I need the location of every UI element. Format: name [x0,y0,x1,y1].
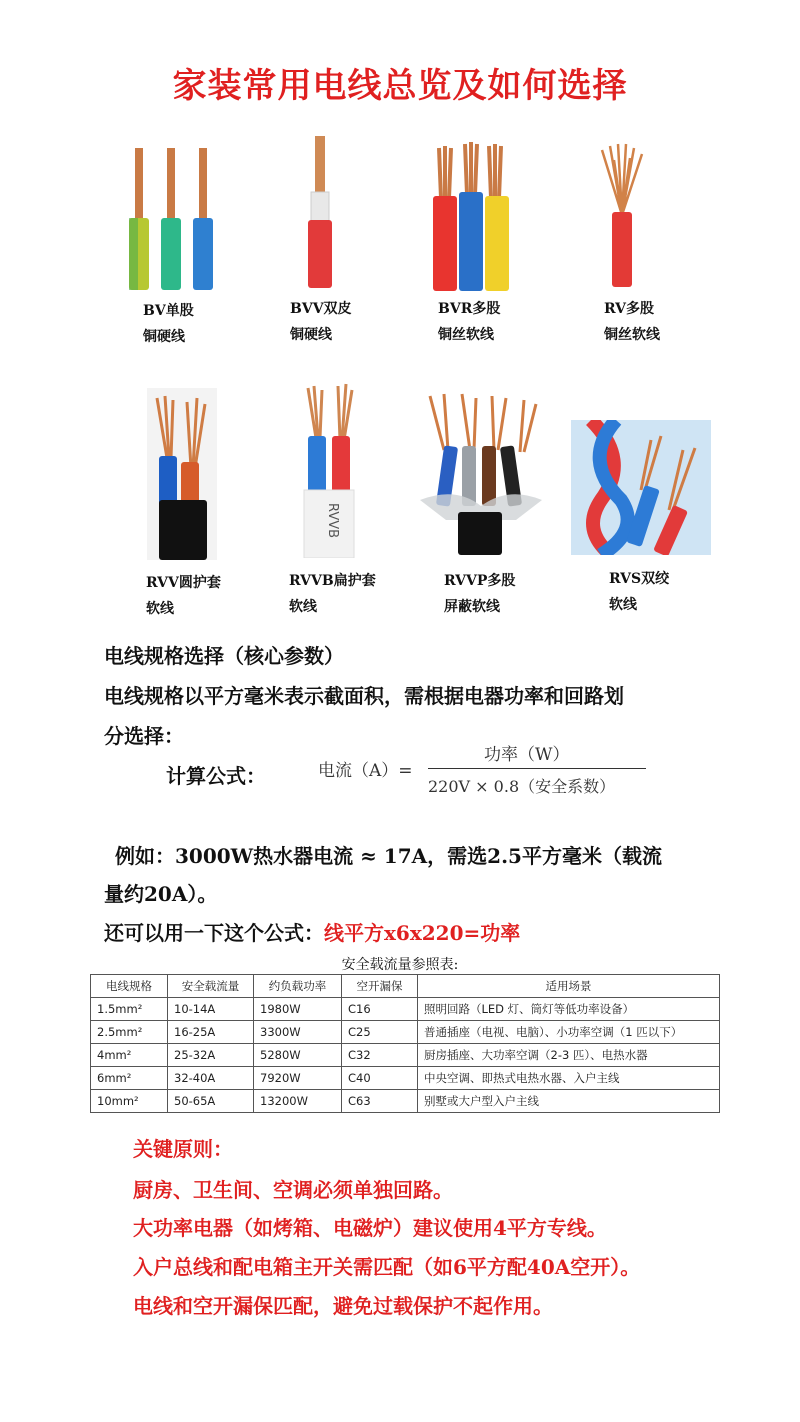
wire-desc: 铜丝软线 [438,327,494,343]
bvv-wire-image [300,132,340,292]
example-line2: 量约20A）。 [104,882,218,906]
table-cell: 普通插座（电视、电脑）、小功率空调（1 匹以下） [418,1021,720,1044]
rvvp-wire-image [416,390,546,555]
wire-caption-bvr [438,296,500,348]
fraction-bar [428,768,646,769]
table-cell: 10-14A [168,998,254,1021]
col-header: 适用场景 [418,975,720,998]
key-principle-item: 入户总线和配电箱主开关需匹配（如6平方配40A空开）。 [133,1255,641,1279]
formula-denominator: 220V × 0.8（安全系数） [428,777,616,796]
spec-desc-line2: 分选择： [104,724,184,748]
table-cell: 3300W [254,1021,342,1044]
table-cell: C40 [342,1067,418,1090]
table-cell: 4mm² [91,1044,168,1067]
table-row [91,998,720,1021]
wire-desc: 软线 [289,599,317,615]
col-header: 空开漏保 [342,975,418,998]
table-cell: 50-65A [168,1090,254,1113]
spec-desc-line1: 电线规格以平方毫米表示截面积，需根据电器功率和回路划 [104,684,624,708]
alt-formula-line [104,917,520,946]
table-cell: 6mm² [91,1067,168,1090]
wire-desc: 软线 [609,597,637,613]
wire-type: RVVB扁护套 [289,573,376,589]
table-cell: 32-40A [168,1067,254,1090]
table-header-row [91,975,720,998]
wire-desc: 铜硬线 [290,327,332,343]
alt-formula-prefix: 还可以用一下这个公式： [104,921,324,945]
key-principle-item: 厨房、卫生间、空调必须单独回路。 [133,1178,453,1202]
example-line1: 例如：3000W热水器电流 ≈ 17A，需选2.5平方毫米（载流 [115,844,662,868]
table-cell: 中央空调、即热式电热水器、入户主线 [418,1067,720,1090]
table-cell: 5280W [254,1044,342,1067]
wire-type: BVR多股 [438,301,501,317]
table-cell: 10mm² [91,1090,168,1113]
rvv-wire-image [147,388,217,560]
wire-caption-rv [604,296,660,348]
key-principle-item: 电线和空开漏保匹配，避免过载保护不起作用。 [133,1294,553,1318]
wire-type: RVV圆护套 [146,575,221,591]
bvr-wire-image [425,138,515,293]
formula-lhs: 电流（A）= [318,761,413,781]
table-cell: 1980W [254,998,342,1021]
table-cell: C32 [342,1044,418,1067]
formula-label: 计算公式： [166,764,266,788]
key-principles-heading: 关键原则： [133,1137,233,1161]
rvs-wire-image [571,420,711,555]
page-title: 家装常用电线总览及如何选择 [172,66,628,106]
current-formula [318,740,638,800]
col-header: 电线规格 [91,975,168,998]
wire-type: RVS双绞 [609,571,670,587]
wire-desc: 铜丝软线 [604,327,660,343]
spec-heading: 电线规格选择（核心参数） [104,644,344,668]
table-cell: C16 [342,998,418,1021]
table-caption: 安全载流量参照表: [341,957,459,973]
rvvb-print-text: RVVB [325,503,340,539]
table-cell: 7920W [254,1067,342,1090]
table-cell: 13200W [254,1090,342,1113]
wire-type: BVV双皮 [290,301,352,317]
wire-caption-bv [143,298,194,350]
key-principle-item: 大功率电器（如烤箱、电磁炉）建议使用4平方专线。 [133,1216,607,1240]
wire-caption-rvv [146,570,221,622]
wire-desc: 软线 [146,601,174,617]
table-cell: 别墅或大户型入户主线 [418,1090,720,1113]
wire-desc: 铜硬线 [143,329,185,345]
table-cell: C25 [342,1021,418,1044]
table-cell: 25-32A [168,1044,254,1067]
formula-numerator: 功率（W） [484,745,570,765]
rv-wire-image [592,140,652,290]
wire-type: RVVP多股 [444,573,516,589]
table-cell: C63 [342,1090,418,1113]
wire-type: BV单股 [143,303,194,319]
bv-wire-image [125,140,220,295]
col-header: 安全载流量 [168,975,254,998]
rvvb-wire-image [296,378,366,558]
wire-caption-rvs [609,566,669,618]
table-cell: 照明回路（LED 灯、筒灯等低功率设备） [418,998,720,1021]
wire-desc: 屏蔽软线 [444,599,500,615]
table-row [91,1090,720,1113]
col-header: 约负载功率 [254,975,342,998]
ampacity-reference-table [90,974,720,1113]
table-cell: 1.5mm² [91,998,168,1021]
table-row [91,1044,720,1067]
table-cell: 2.5mm² [91,1021,168,1044]
table-cell: 厨房插座、大功率空调（2-3 匹）、电热水器 [418,1044,720,1067]
table-cell: 16-25A [168,1021,254,1044]
wire-caption-bvv [290,296,352,348]
table-row [91,1067,720,1090]
wire-type: RV多股 [604,301,654,317]
wire-caption-rvvp [444,568,515,620]
alt-formula: 线平方x6x220=功率 [324,921,521,945]
table-row [91,1021,720,1044]
wire-caption-rvvb [289,568,376,620]
